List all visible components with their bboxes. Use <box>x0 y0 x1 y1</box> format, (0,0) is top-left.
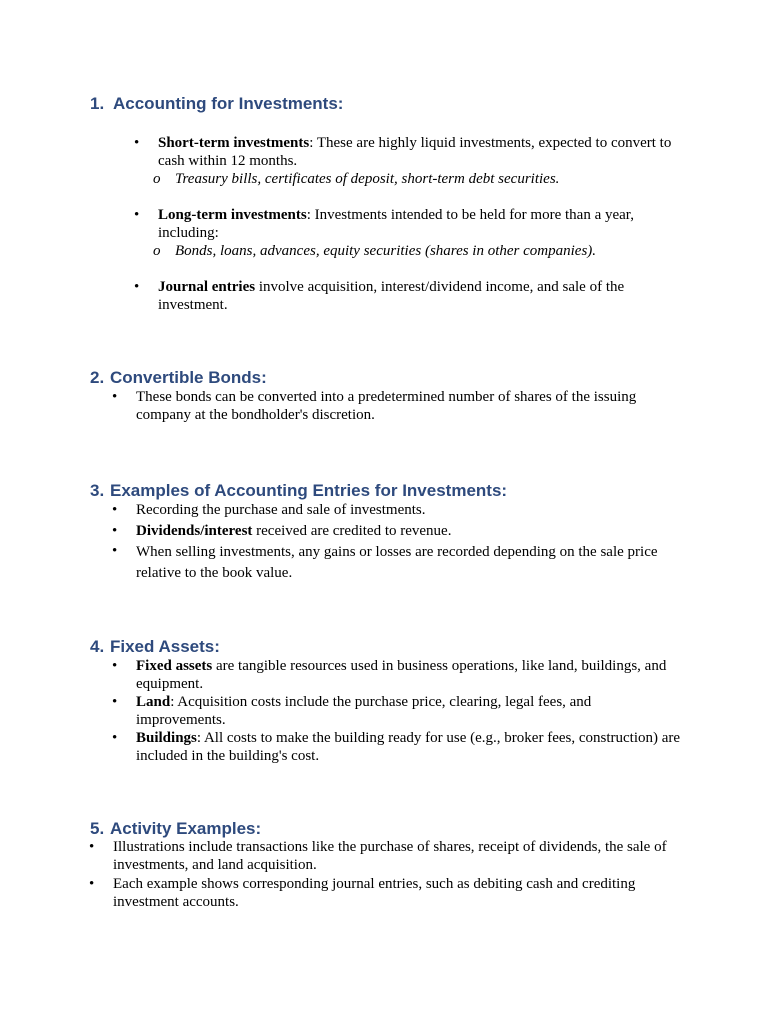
section-heading <box>90 637 220 657</box>
sub-bullet-icon: o <box>153 171 161 187</box>
sub-item-text: Bonds, loans, advances, equity securities (shares in other companies). <box>175 243 597 259</box>
section-title: Accounting for Investments: <box>113 94 344 113</box>
list-item <box>153 134 680 188</box>
section-title: Examples of Accounting Entries for Investments: <box>110 481 508 500</box>
section-title: Convertible Bonds: <box>110 368 267 387</box>
bullet-icon <box>112 657 117 675</box>
list-item <box>136 542 676 584</box>
item-text: : Investments intended to be held for more than a year, including: <box>158 207 634 241</box>
item-term: Dividends/interest <box>136 523 253 539</box>
bullet-icon <box>89 838 94 856</box>
item-term: Buildings <box>136 730 197 746</box>
section-number: 4. <box>90 637 105 656</box>
section-title: Activity Examples: <box>110 819 262 838</box>
list-item <box>113 875 653 911</box>
list-item <box>136 522 676 540</box>
item-term: Fixed assets <box>136 658 213 674</box>
item-text: are tangible resources used in business operations, like land, buildings, and equipment. <box>136 658 667 692</box>
item-text: : All costs to make the building ready for use (e.g., broker fees, construction) are included in the building's cost. <box>136 730 681 764</box>
item-text: involve acquisition, interest/dividend income, and sale of the investment. <box>158 279 625 313</box>
sub-item <box>153 242 680 260</box>
item-text: : Acquisition costs include the purchase price, clearing, legal fees, and improvements. <box>136 694 592 728</box>
section-number: 1. <box>90 94 105 113</box>
section-heading <box>90 481 507 501</box>
item-text: received are credited to revenue. <box>252 523 452 539</box>
section-number: 2. <box>90 368 105 387</box>
list-item <box>158 278 658 314</box>
bullet-icon <box>112 729 117 747</box>
list-item <box>136 657 681 693</box>
item-term: Land <box>136 694 171 710</box>
bullet-icon <box>112 388 117 406</box>
sub-bullet-icon: o <box>153 243 161 259</box>
item-text: Recording the purchase and sale of investments. <box>136 502 426 518</box>
item-text: Illustrations include transactions like the purchase of shares, receipt of dividends, the sale of investments, and land acquisition. <box>113 839 667 873</box>
list-item <box>136 388 656 424</box>
bullet-icon <box>112 542 117 560</box>
item-term: Long-term investments <box>158 207 307 223</box>
section-number: 3. <box>90 481 105 500</box>
list-item <box>136 693 636 729</box>
section-heading <box>90 94 343 114</box>
bullet-icon <box>134 134 139 152</box>
bullet-icon <box>112 501 117 519</box>
item-term: Journal entries <box>158 279 256 295</box>
item-text: When selling investments, any gains or losses are recorded depending on the sale price relative to the book value. <box>136 544 658 581</box>
item-text: Each example shows corresponding journal entries, such as debiting cash and crediting investment accounts. <box>113 876 636 910</box>
sub-item-text: Treasury bills, certificates of deposit, short-term debt securities. <box>175 171 560 187</box>
section-heading <box>90 368 267 388</box>
bullet-icon <box>89 875 94 893</box>
section-title: Fixed Assets: <box>110 637 220 656</box>
sub-item <box>153 170 680 188</box>
item-text: : These are highly liquid investments, expected to convert to cash within 12 months. <box>158 135 672 169</box>
section-number: 5. <box>90 819 105 838</box>
list-item <box>113 838 683 874</box>
item-term: Short-term investments <box>158 135 310 151</box>
list-item <box>153 206 680 260</box>
bullet-icon <box>134 206 139 224</box>
bullet-icon <box>134 278 139 296</box>
bullet-icon <box>112 522 117 540</box>
list-item <box>136 729 681 765</box>
list-item <box>136 501 676 519</box>
item-text: These bonds can be converted into a predetermined number of shares of the issuing company at the bondholder's discretion. <box>136 389 637 423</box>
section-heading <box>90 819 261 839</box>
bullet-icon <box>112 693 117 711</box>
